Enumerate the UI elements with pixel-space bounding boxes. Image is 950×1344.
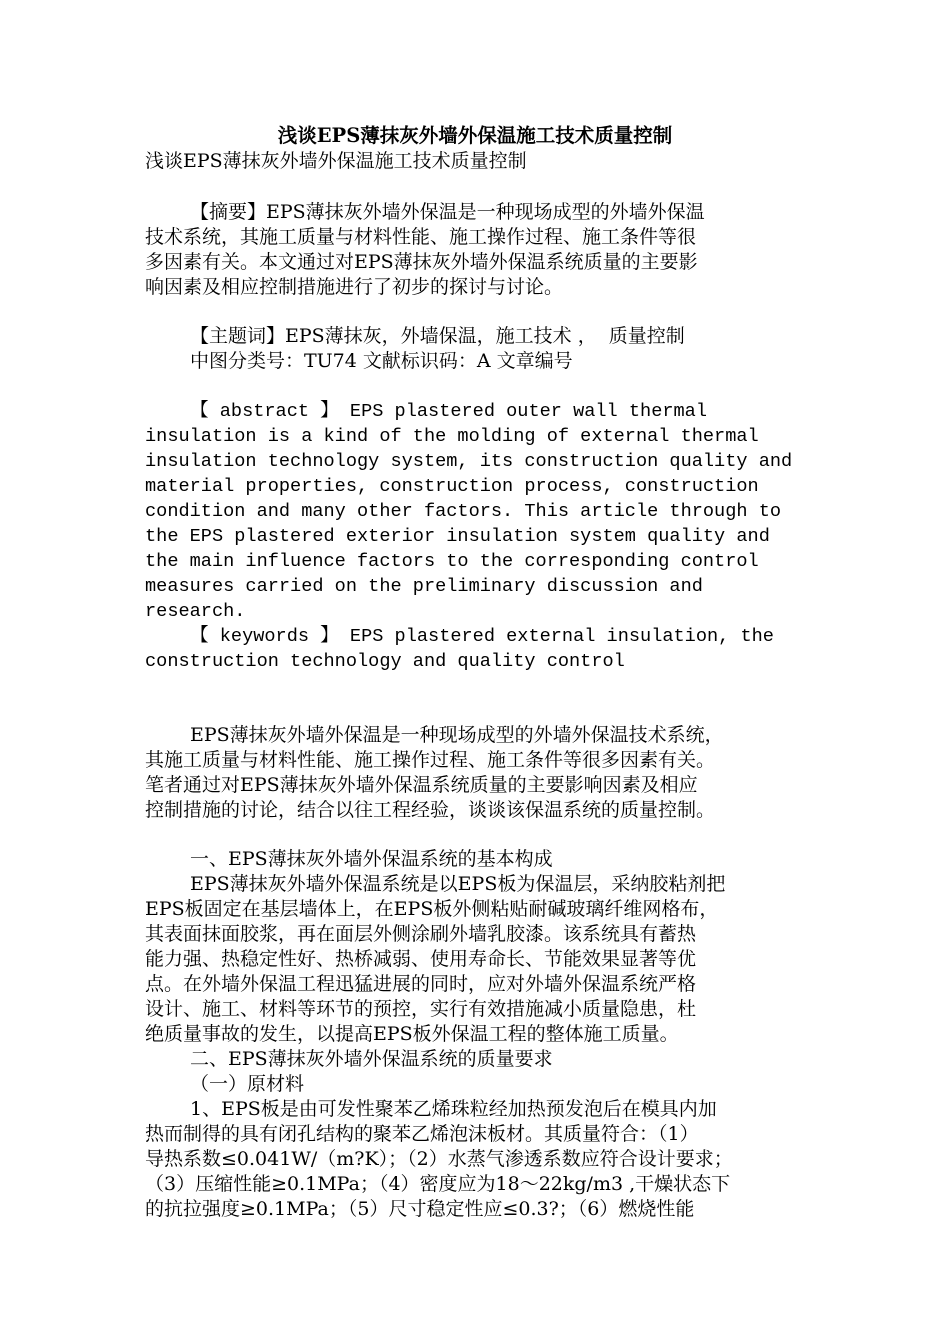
keywords-en-line: construction technology and quality control: [145, 651, 625, 672]
document-title: 浅谈EPS薄抹灰外墙外保温施工技术质量控制: [277, 124, 673, 147]
section-2-line: 1、EPS板是由可发性聚苯乙烯珠粒经加热预发泡后在模具内加: [190, 1098, 717, 1120]
intro-line: 控制措施的讨论，结合以往工程经验，谈谈该保温系统的质量控制。: [145, 799, 716, 821]
intro-line: 其施工质量与材料性能、施工操作过程、施工条件等很多因素有关。: [145, 749, 716, 771]
section-1-line: EPS板固定在基层墙体上，在EPS板外侧粘贴耐碱玻璃纤维网格布，: [145, 898, 719, 920]
keywords-en-line: 【 keywords 】 EPS plastered external insulation, the: [190, 626, 774, 647]
document-subtitle: 浅谈EPS薄抹灰外墙外保温施工技术质量控制: [145, 150, 527, 172]
section-1-line: 其表面抹面胶浆，再在面层外侧涂刷外墙乳胶漆。该系统具有蓄热: [145, 923, 697, 945]
section-1-line: 设计、施工、材料等环节的预控，实行有效措施减小质量隐患，杜: [145, 998, 697, 1020]
abstract-cn-line: 多因素有关。本文通过对EPS薄抹灰外墙外保温系统质量的主要影: [145, 251, 698, 273]
abstract-en-line: material properties, construction process, construction: [145, 476, 759, 497]
keywords-cn: 【主题词】EPS薄抹灰，外墙保温，施工技术 ， 质量控制: [190, 325, 685, 347]
abstract-en-line: the main influence factors to the corresponding control: [145, 551, 759, 572]
intro-line: 笔者通过对EPS薄抹灰外墙外保温系统质量的主要影响因素及相应: [145, 774, 698, 796]
abstract-en-line: 【 abstract 】 EPS plastered outer wall thermal: [190, 401, 707, 422]
abstract-cn-line: 【摘要】EPS薄抹灰外墙外保温是一种现场成型的外墙外保温: [190, 201, 705, 223]
section-2-line: 的抗拉强度≥0.1MPa；（5）尺寸稳定性应≤0.3?；（6）燃烧性能: [145, 1198, 695, 1220]
section-1-line: 点。在外墙外保温工程迅猛进展的同时，应对外墙外保温系统严格: [145, 973, 697, 995]
section-1-line: EPS薄抹灰外墙外保温系统是以EPS板为保温层，采纳胶粘剂把: [190, 873, 726, 895]
section-1-line: 绝质量事故的发生，以提高EPS板外保温工程的整体施工质量。: [145, 1023, 679, 1045]
abstract-en-line: measures carried on the preliminary discussion and: [145, 576, 703, 597]
section-2-line: 导热系数≤0.041W/（m?K）；（2）水蒸气渗透系数应符合设计要求；: [145, 1148, 733, 1170]
section-2-line: 热而制得的具有闭孔结构的聚苯乙烯泡沫板材。其质量符合：（1）: [145, 1123, 699, 1145]
abstract-en-line: research.: [145, 601, 246, 622]
section-2-subheading: （一）原材料: [190, 1073, 305, 1095]
abstract-en-line: condition and many other factors. This article through to: [145, 501, 782, 522]
section-2-line: （3）压缩性能≥0.1MPa；（4）密度应为18～22kg/m3 ,干燥状态下: [145, 1173, 731, 1195]
abstract-en-line: the EPS plastered exterior insulation system quality and: [145, 526, 770, 547]
section-2-heading: 二、EPS薄抹灰外墙外保温系统的质量要求: [190, 1048, 553, 1070]
classification-line: 中图分类号：TU74 文献标识码：A 文章编号: [190, 350, 573, 372]
abstract-en-line: insulation technology system, its construction quality and: [145, 451, 793, 472]
intro-line: EPS薄抹灰外墙外保温是一种现场成型的外墙外保温技术系统，: [190, 724, 724, 746]
section-1-heading: 一、EPS薄抹灰外墙外保温系统的基本构成: [190, 848, 553, 870]
abstract-cn-line: 技术系统，其施工质量与材料性能、施工操作过程、施工条件等很: [145, 226, 697, 248]
section-1-line: 能力强、热稳定性好、热桥减弱、使用寿命长、节能效果显著等优: [145, 948, 697, 970]
abstract-cn-line: 响因素及相应控制措施进行了初步的探讨与讨论。: [145, 276, 564, 298]
abstract-en-line: insulation is a kind of the molding of external thermal: [145, 426, 759, 447]
